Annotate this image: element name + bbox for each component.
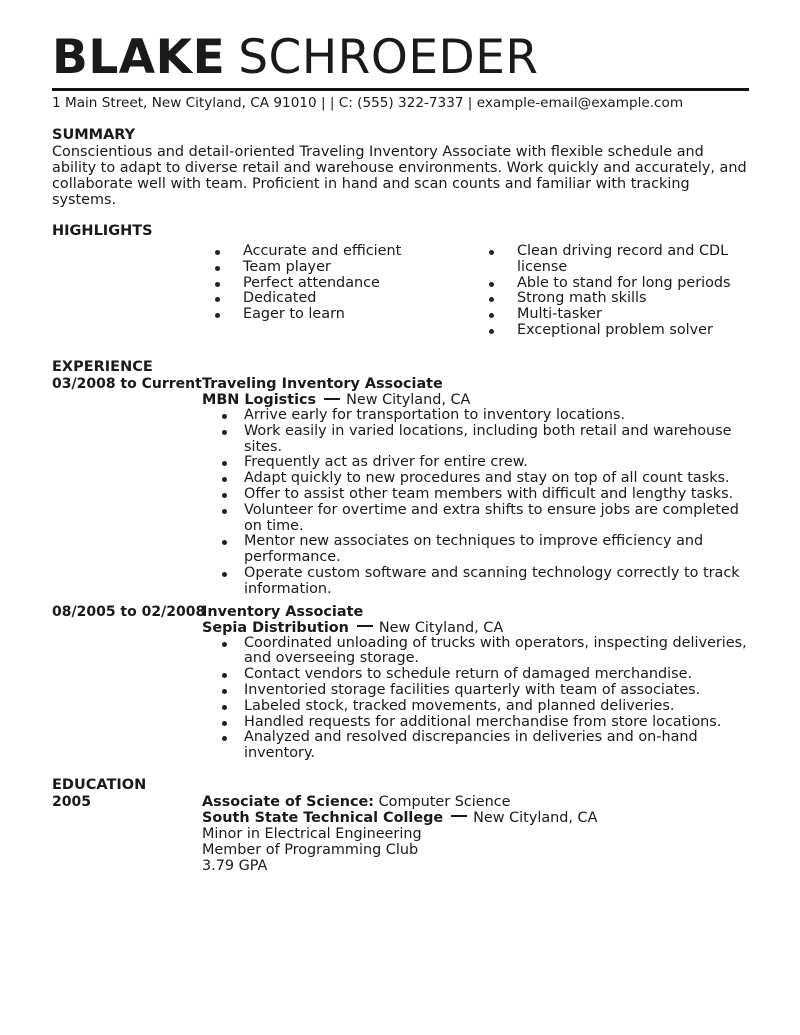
duty-item: Offer to assist other team members with difficult and lengthy tasks. bbox=[244, 487, 749, 503]
summary-heading: SUMMARY bbox=[52, 127, 136, 143]
highlight-item: Perfect attendance bbox=[225, 276, 480, 292]
highlights-list bbox=[52, 244, 749, 350]
highlight-item: Accurate and efficient bbox=[225, 244, 480, 260]
company-name: MBN Logistics bbox=[202, 392, 317, 408]
job-company-line bbox=[202, 392, 749, 408]
resume-page bbox=[52, 30, 749, 874]
highlight-item: Clean driving record and CDL license bbox=[499, 244, 749, 276]
highlights-right-column bbox=[499, 244, 749, 339]
education-detail: 3.79 GPA bbox=[202, 857, 268, 874]
school-line bbox=[202, 810, 749, 826]
highlights-left-column bbox=[225, 244, 480, 323]
highlight-item: Team player bbox=[225, 260, 480, 276]
education-detail: Member of Programming Club bbox=[202, 841, 419, 858]
job-entry bbox=[52, 376, 749, 598]
dash-separator bbox=[357, 625, 373, 627]
duty-item: Frequently act as driver for entire crew. bbox=[244, 455, 749, 471]
highlight-item: Exceptional problem solver bbox=[499, 323, 749, 339]
job-dates: 08/2005 to 02/2008 bbox=[52, 603, 206, 620]
contact-line: 1 Main Street, New Cityland, CA 91010 | | C: (555) 322-7337 | example-email@example.com bbox=[52, 95, 684, 111]
duty-item: Inventoried storage facilities quarterly with team of associates. bbox=[244, 683, 749, 699]
dash-separator bbox=[451, 815, 467, 817]
duty-item: Volunteer for overtime and extra shifts to ensure jobs are completed on time. bbox=[244, 503, 749, 535]
job-title: Traveling Inventory Associate bbox=[202, 376, 443, 392]
duty-item: Arrive early for transportation to inventory locations. bbox=[244, 408, 749, 424]
duty-item: Handled requests for additional merchandise from store locations. bbox=[244, 715, 749, 731]
highlight-item: Strong math skills bbox=[499, 291, 749, 307]
duty-item: Adapt quickly to new procedures and stay on top of all count tasks. bbox=[244, 471, 749, 487]
duty-item: Labeled stock, tracked movements, and planned deliveries. bbox=[244, 699, 749, 715]
school-location: New Cityland, CA bbox=[473, 809, 598, 826]
job-location: New Cityland, CA bbox=[378, 619, 504, 636]
highlight-item: Multi-tasker bbox=[499, 307, 749, 323]
highlight-item: Dedicated bbox=[225, 291, 480, 307]
job-location: New Cityland, CA bbox=[346, 392, 471, 408]
duty-item: Mentor new associates on techniques to improve efficiency and performance. bbox=[244, 534, 749, 566]
job-duties bbox=[202, 408, 749, 598]
summary-text: Conscientious and detail-oriented Traveling Inventory Associate with flexible schedule and ability to adapt to diverse retail and warehouse environments. Work quickly and accurately, and collaborate well with team. Proficient in hand and scan counts and familiar with tracking systems. bbox=[52, 144, 747, 208]
education-detail: Minor in Electrical Engineering bbox=[202, 825, 422, 842]
education-entry bbox=[52, 794, 749, 874]
duty-item: Coordinated unloading of trucks with operators, inspecting deliveries, and overseeing storage. bbox=[244, 636, 749, 668]
job-duties bbox=[202, 636, 749, 762]
job-entry bbox=[52, 604, 749, 762]
first-name: BLAKE bbox=[52, 30, 226, 85]
job-dates: 03/2008 to Current bbox=[52, 376, 202, 392]
degree-line bbox=[202, 794, 749, 810]
experience-heading: EXPERIENCE bbox=[52, 359, 153, 375]
duty-item: Work easily in varied locations, including both retail and warehouse sites. bbox=[244, 424, 749, 456]
duty-item: Operate custom software and scanning technology correctly to track information. bbox=[244, 566, 749, 598]
duty-item: Contact vendors to schedule return of damaged merchandise. bbox=[244, 667, 749, 683]
school-name: South State Technical College bbox=[202, 809, 444, 826]
last-name: SCHROEDER bbox=[238, 30, 539, 85]
degree-field: Computer Science bbox=[378, 793, 511, 810]
degree-label: Associate of Science: bbox=[202, 793, 375, 810]
duty-item: Analyzed and resolved discrepancies in deliveries and on-hand inventory. bbox=[244, 730, 749, 762]
company-name: Sepia Distribution bbox=[202, 619, 349, 636]
dash-separator bbox=[324, 398, 340, 400]
job-company-line bbox=[202, 620, 749, 636]
header-divider bbox=[52, 88, 749, 91]
education-heading: EDUCATION bbox=[52, 776, 147, 793]
job-title: Inventory Associate bbox=[202, 603, 364, 620]
education-year: 2005 bbox=[52, 793, 91, 810]
highlight-item: Able to stand for long periods bbox=[499, 276, 749, 292]
highlights-heading: HIGHLIGHTS bbox=[52, 223, 153, 239]
candidate-name bbox=[52, 30, 749, 85]
highlight-item: Eager to learn bbox=[225, 307, 480, 323]
